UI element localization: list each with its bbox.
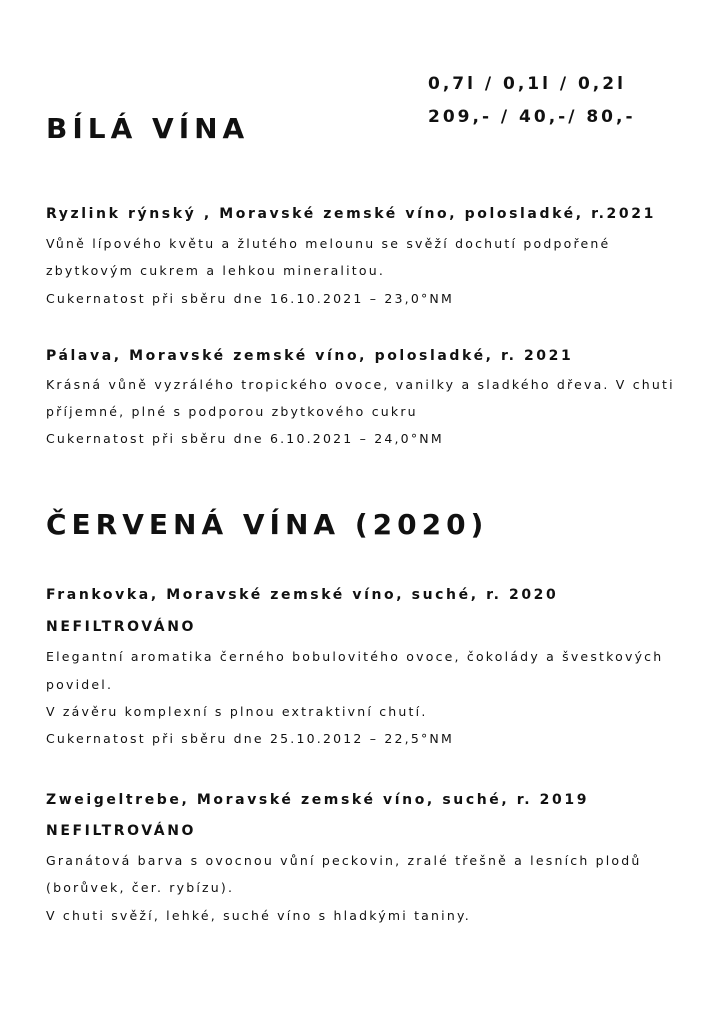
section-title-red: ČERVENÁ VÍNA (2020) — [46, 508, 489, 541]
wine-name-frankovka: Frankovka, Moravské zemské víno, suché, r. 2020 — [46, 587, 559, 603]
wine-sugar-content: Cukernatost při sběru dne 6.10.2021 – 24,0°NM — [46, 431, 444, 446]
wine-description-line: (borůvek, čer. rybízu). — [46, 880, 235, 895]
wine-description-line: Elegantní aromatika černého bobulovitého ovoce, čokolády a švestkových — [46, 649, 664, 664]
wine-name-palava: Pálava, Moravské zemské víno, polosladké, r. 2021 — [46, 348, 574, 364]
wine-description-line: Krásná vůně vyzrálého tropického ovoce, vanilky a sladkého dřeva. V chuti — [46, 377, 675, 392]
wine-description-line: V chuti svěží, lehké, suché víno s hladkými taniny. — [46, 908, 471, 923]
wine-name-ryzlink: Ryzlink rýnský , Moravské zemské víno, polosladké, r.2021 — [46, 206, 656, 222]
wine-description-line: příjemné, plné s podporou zbytkového cukru — [46, 404, 418, 419]
section-title-white: BÍLÁ VÍNA — [46, 112, 250, 145]
wine-name-zweigeltrebe: Zweigeltrebe, Moravské zemské víno, suché, r. 2019 — [46, 792, 590, 808]
wine-note-unfiltered: NEFILTROVÁNO — [46, 619, 197, 635]
wine-sugar-content: Cukernatost při sběru dne 25.10.2012 – 22,5°NM — [46, 731, 454, 746]
wine-description-line: zbytkovým cukrem a lehkou mineralitou. — [46, 263, 386, 278]
wine-description-line: V závěru komplexní s plnou extraktivní chutí. — [46, 704, 428, 719]
wine-sugar-content: Cukernatost při sběru dne 16.10.2021 – 23,0°NM — [46, 291, 454, 306]
wine-description-line: Granátová barva s ovocnou vůní peckovin, zralé třešně a lesních plodů — [46, 853, 642, 868]
prices: 209,- / 40,-/ 80,- — [428, 107, 636, 127]
wine-note-unfiltered: NEFILTROVÁNO — [46, 823, 197, 839]
volume-sizes: 0,7l / 0,1l / 0,2l — [428, 74, 626, 94]
wine-description-line: Vůně lípového květu a žlutého melounu se svěží dochutí podpořené — [46, 236, 611, 251]
wine-description-line: povidel. — [46, 677, 114, 692]
